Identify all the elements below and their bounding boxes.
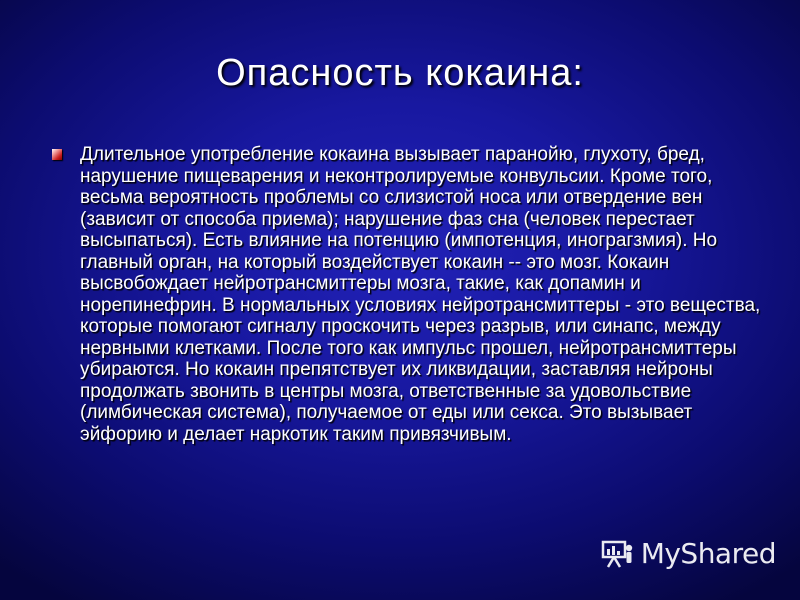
watermark-logo-text: MyShared	[640, 537, 776, 570]
bullet-item	[52, 144, 762, 445]
presentation-board-icon	[601, 539, 635, 569]
watermark-logo	[601, 537, 776, 570]
bullet-square-icon	[52, 149, 62, 160]
slide-title: Опасность кокаина:	[216, 52, 584, 94]
bullet-text: Длительное употребление кокаина вызывает паранойю, глухоту, бред, нарушение пищеварения и неконтролируемые конвульсии. Кроме того, весьма вероятность проблемы со слизистой носа или отвердение вен (зависит от способа приема); нарушение фаз сна (человек перестает высыпаться). Есть влияние на потенцию (импотенция, инограгзмия). Но главный орган, на который воздействует кокаин -- это мозг. Кокаин высвобождает нейротрансмиттеры мозга, такие, как допамин и норепинефрин. В нормальных условиях нейротрансмиттеры - это вещества, которые помогают сигналу проскочить через разрыв, или синапс, между нервными клетками. После того как импульс прошел, нейротрансмиттеры убираются. Но кокаин препятствует их ликвидации, заставляя нейроны продолжать звонить в центры мозга, ответственные за удовольствие (лимбическая система), получаемое от еды или секса. Это вызывает эйфорию и делает наркотик таким привязчивым.	[80, 144, 761, 445]
